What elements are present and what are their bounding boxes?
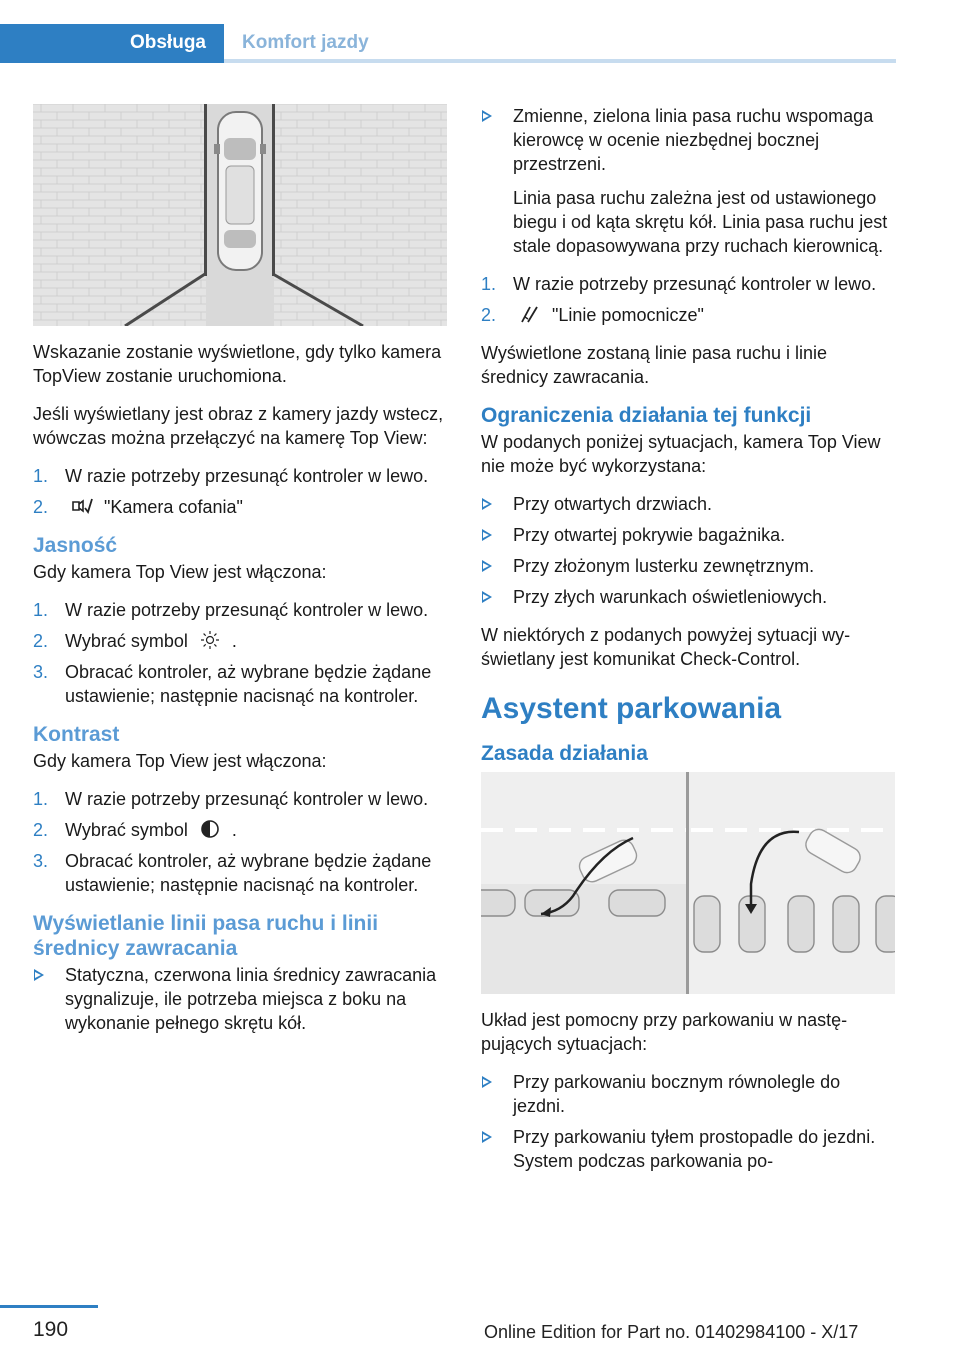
triangle-bullet-icon <box>482 498 492 510</box>
step-text: W razie potrzeby przesunąć kontroler w lewo. <box>65 789 429 809</box>
list-item <box>33 818 447 842</box>
paragraph-principle: Układ jest pomocny przy parkowaniu w następujących sytuacjach: <box>481 1010 848 1054</box>
paragraph-check-control: W niektórych z podanych powyżej sytuacji wyświetlany jest komunikat Check-Control. <box>481 625 851 669</box>
heading-principle: Zasada działania <box>481 742 648 765</box>
list-item <box>481 492 895 516</box>
step-text-suffix: . <box>231 820 237 840</box>
steps-jasnosc <box>33 598 447 708</box>
bullet-text: Zmienne, zielona linia pasa ruchu wspomaga kierowcę w ocenie niezbędnej bocznej przestrzeni. <box>513 106 874 174</box>
list-item <box>481 585 895 609</box>
step-number: 1. <box>33 789 49 809</box>
step-text: W razie potrzeby przesunąć kontroler w lewo. <box>513 274 877 294</box>
step-text: "Kamera cofania" <box>104 497 243 517</box>
step-number: 2. <box>33 497 49 517</box>
steps-switch-camera <box>33 464 447 519</box>
step-number: 1. <box>481 274 497 294</box>
tab-obsluga[interactable]: Obsługa <box>0 24 224 63</box>
step-text: Wybrać symbol <box>65 820 188 840</box>
list-item <box>481 272 895 296</box>
bullet-text: Przy parkowaniu tyłem prostopadle do jezdni. System podczas parkowania po- <box>513 1127 876 1171</box>
steps-lines <box>481 272 895 327</box>
list-item <box>33 464 447 488</box>
list-item <box>33 660 447 708</box>
list-item <box>33 598 447 622</box>
parking-assistant-illustration <box>481 772 895 994</box>
list-item <box>481 523 895 547</box>
heading-kontrast: Kontrast <box>33 723 120 746</box>
step-number: 2. <box>481 305 497 325</box>
list-item <box>481 303 895 327</box>
triangle-bullet-icon <box>482 591 492 603</box>
triangle-bullet-icon <box>34 969 44 981</box>
heading-lane-lines: Wyświetlanie linii pasa ruchu i linii średnicy zawracania <box>33 912 379 960</box>
list-item <box>33 849 447 897</box>
bullet-text: Przy otwartych drzwiach. <box>513 494 713 514</box>
paragraph-limitations-intro: W podanych poniżej sytuacjach, kamera Top View nie może być wykorzystana: <box>481 432 881 476</box>
paragraph-kontrast-intro: Gdy kamera Top View jest włączona: <box>33 751 327 771</box>
footer-accent-line <box>0 1305 98 1308</box>
paragraph-topview-display: Wskazanie zostanie wyświetlone, gdy tylko kamera TopView zostanie uruchomiona. <box>33 342 442 386</box>
list-item <box>33 787 447 811</box>
brightness-icon <box>199 630 221 650</box>
paragraph-switch-camera: Jeśli wyświetlany jest obraz z kamery jazdy wstecz, wówczas można przełączyć na kamerę Top View: <box>33 404 444 448</box>
bullet-continuation: Linia pasa ruchu zależna jest od ustawionego biegu i od kąta skrętu kół. Linia pasa ruchu jest stale dopasowywana przy ruchach kierownicą. <box>513 188 888 256</box>
paragraph-lines-result: Wyświetlone zostaną linie pasa ruchu i linie średnicy zawracania. <box>481 343 828 387</box>
bullet-text: Przy złych warunkach oświetleniowych. <box>513 587 828 607</box>
bullets-lines-static <box>33 963 447 1035</box>
page-number: 190 <box>33 1318 69 1341</box>
step-text: W razie potrzeby przesunąć kontroler w lewo. <box>65 600 429 620</box>
step-number: 3. <box>33 662 49 682</box>
list-item <box>481 1070 895 1118</box>
step-text: "Linie pomocnicze" <box>552 305 704 325</box>
triangle-bullet-icon <box>482 560 492 572</box>
step-number: 1. <box>33 466 49 486</box>
step-text: Obracać kontroler, aż wybrane będzie żądane ustawienie; następnie nacisnąć na kontroler. <box>65 662 432 706</box>
step-number: 2. <box>33 631 49 651</box>
heading-limitations: Ograniczenia działania tej funkcji <box>481 404 812 427</box>
bullets-limitations <box>481 492 895 609</box>
triangle-bullet-icon <box>482 529 492 541</box>
list-item <box>481 554 895 578</box>
bullets-lines-dynamic <box>481 104 895 258</box>
triangle-bullet-icon <box>482 1076 492 1088</box>
list-item <box>33 963 447 1035</box>
bullet-text: Przy złożonym lusterku zewnętrznym. <box>513 556 815 576</box>
triangle-bullet-icon <box>482 1131 492 1143</box>
heading-parking-assistant: Asystent parkowania <box>481 692 782 725</box>
tab-komfort-jazdy[interactable]: Komfort jazdy <box>242 32 369 53</box>
bullet-text: Statyczna, czerwona linia średnicy zawracania sygnalizuje, ile potrzeba miejsca z boku na wykonanie pełnego skrętu kół. <box>65 965 437 1033</box>
step-number: 1. <box>33 600 49 620</box>
bullet-text: Przy parkowaniu bocznym równolegle do jezdni. <box>513 1072 841 1116</box>
edition-footer: Online Edition for Part no. 01402984100 - X/17 <box>484 1322 859 1342</box>
steps-kontrast <box>33 787 447 897</box>
step-text: Obracać kontroler, aż wybrane będzie żądane ustawienie; następnie nacisnąć na kontroler. <box>65 851 432 895</box>
step-text: Wybrać symbol <box>65 631 188 651</box>
bullet-text: Przy otwartej pokrywie bagażnika. <box>513 525 786 545</box>
topview-parking-illustration <box>33 104 447 326</box>
paragraph-jasnosc-intro: Gdy kamera Top View jest włączona: <box>33 562 327 582</box>
step-number: 2. <box>33 820 49 840</box>
heading-jasnosc: Jasność <box>33 534 118 557</box>
step-text: W razie potrzeby przesunąć kontroler w lewo. <box>65 466 429 486</box>
step-text-suffix: . <box>231 631 237 651</box>
right-column <box>481 104 895 1187</box>
chapter-tabs <box>0 24 896 63</box>
list-item <box>33 495 447 519</box>
guide-lines-icon <box>519 304 541 324</box>
list-item <box>481 104 895 258</box>
contrast-icon <box>199 819 221 839</box>
triangle-bullet-icon <box>482 110 492 122</box>
step-number: 3. <box>33 851 49 871</box>
bullets-parking-situations <box>481 1070 895 1173</box>
rear-camera-icon <box>71 496 93 516</box>
tab-underline <box>224 59 896 63</box>
list-item <box>481 1125 895 1173</box>
list-item <box>33 629 447 653</box>
left-column <box>33 104 447 1049</box>
